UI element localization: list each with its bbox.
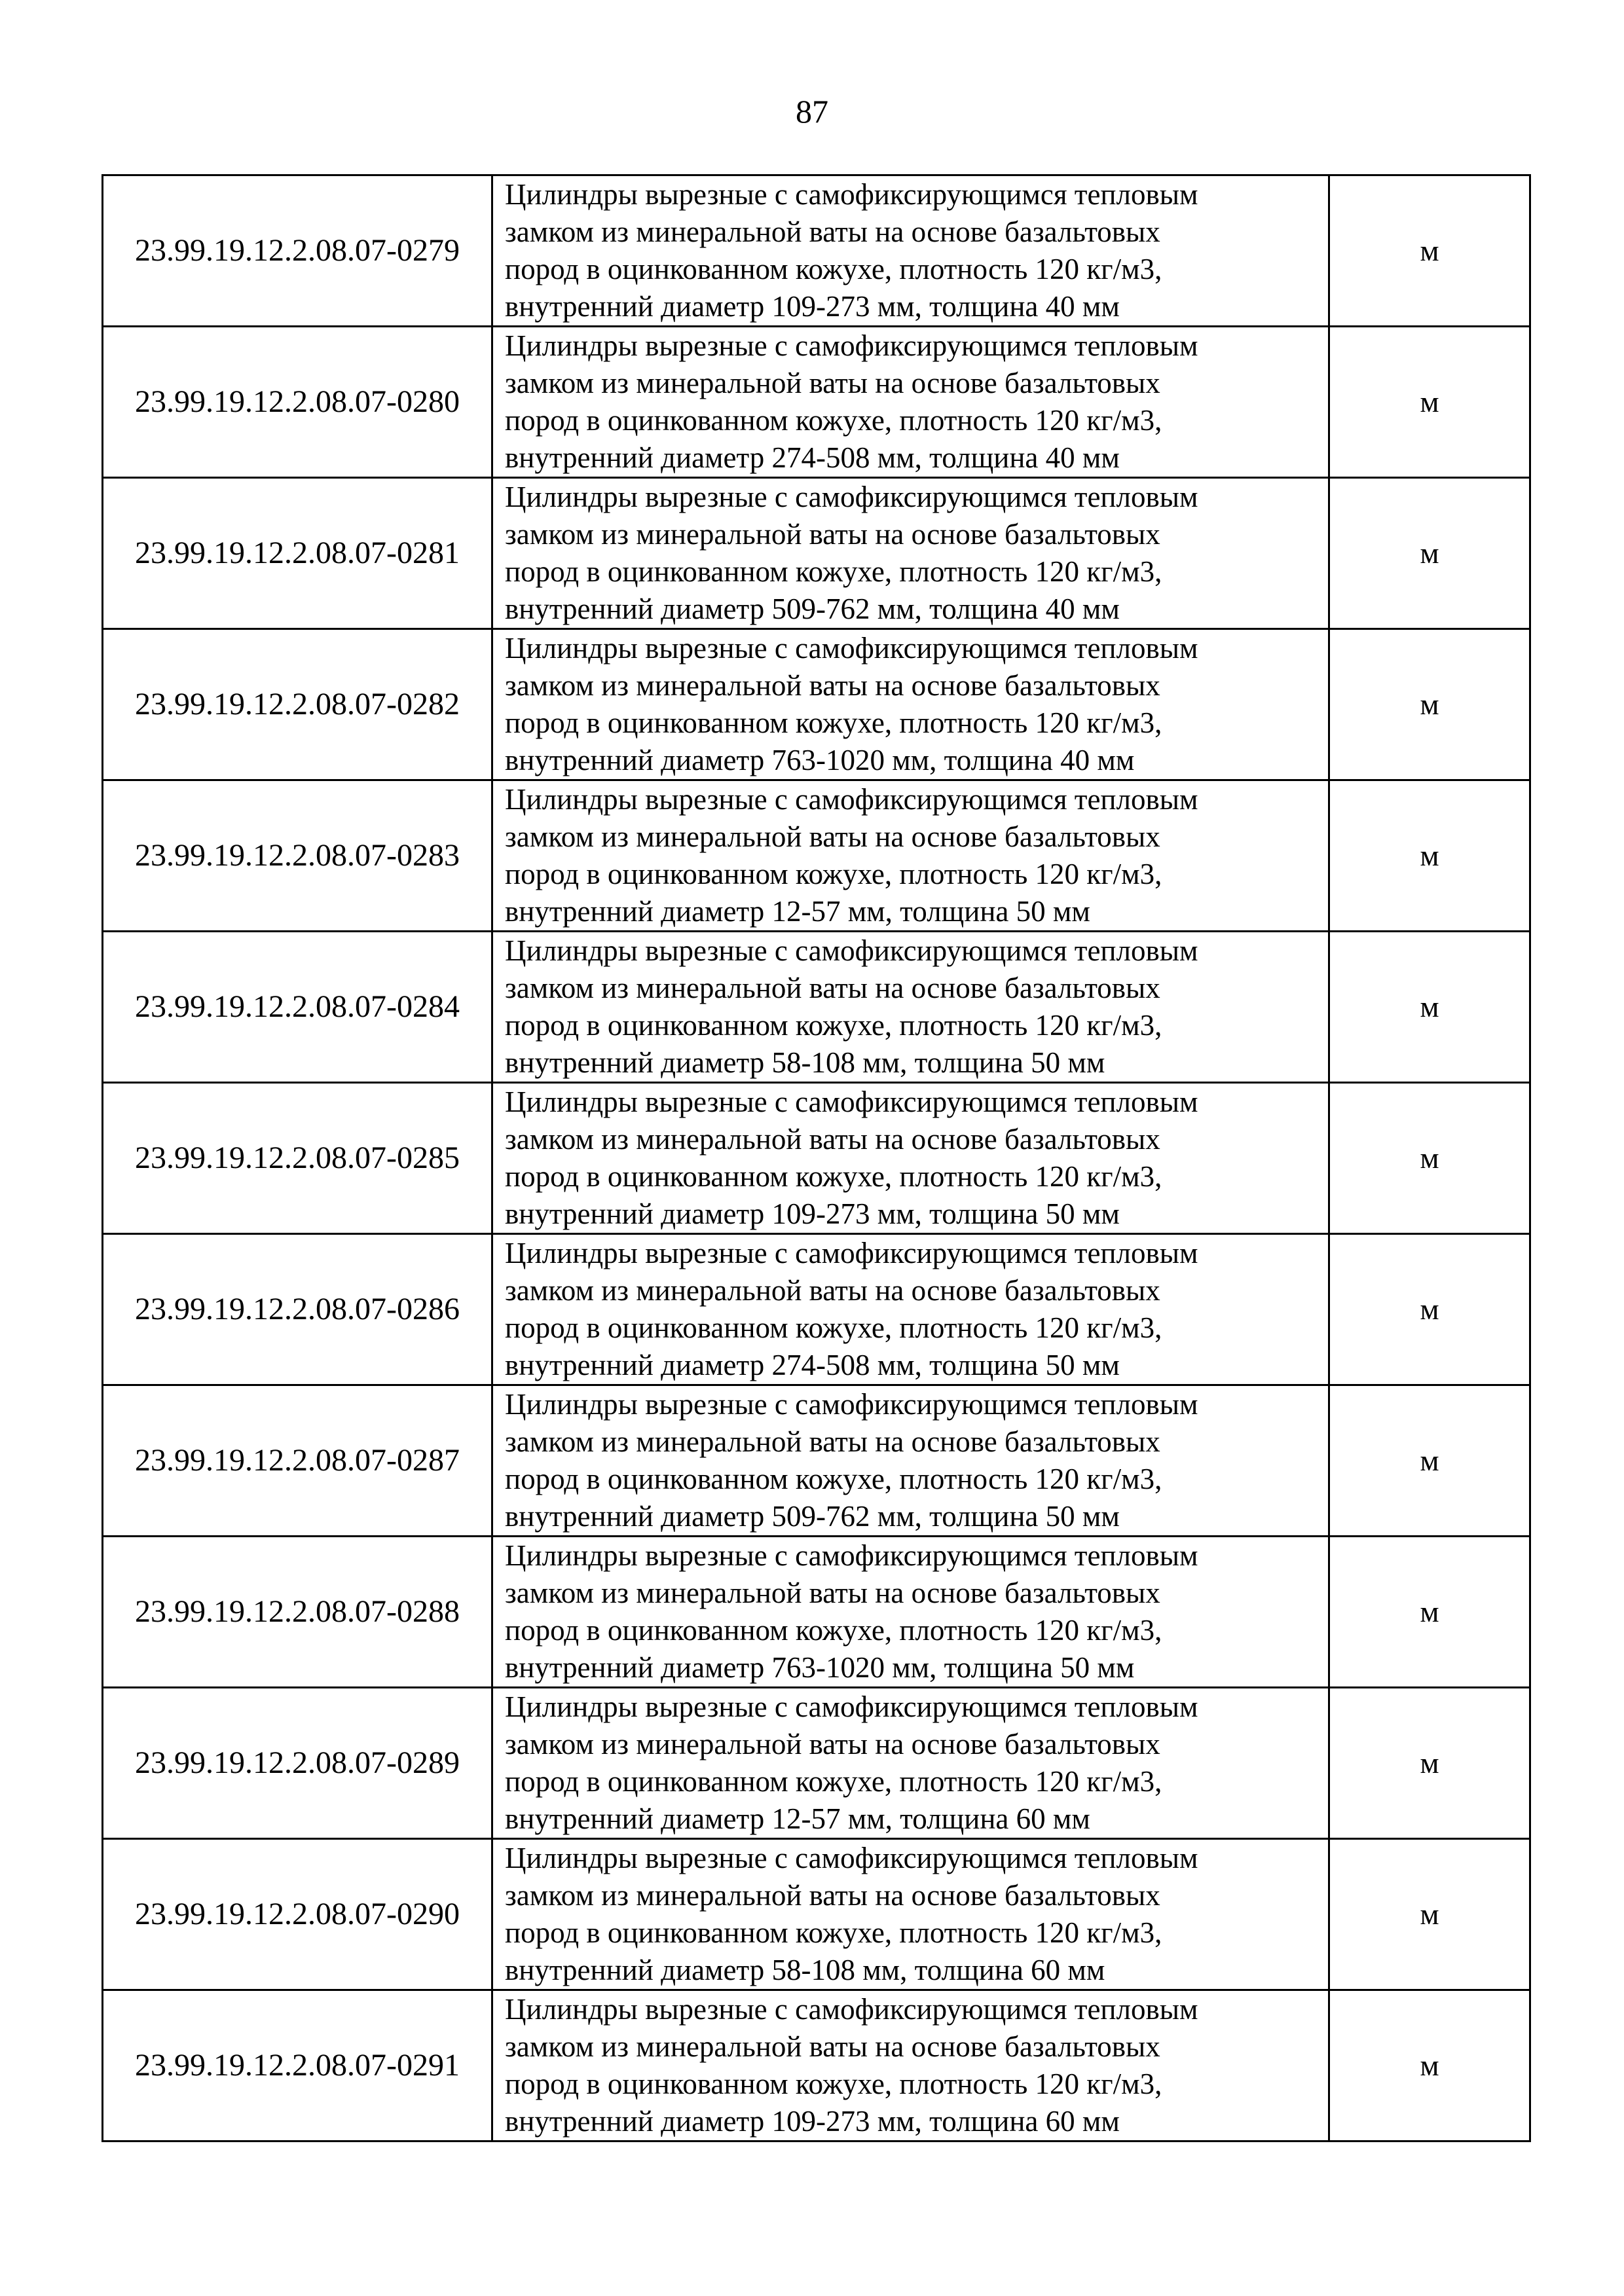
item-description xyxy=(492,1839,1329,1990)
description-line: замком из минеральной ваты на основе базальтовых xyxy=(505,1425,1160,1458)
item-code: 23.99.19.12.2.08.07-0288 xyxy=(103,1537,492,1688)
description-line: замком из минеральной ваты на основе базальтовых xyxy=(505,1728,1160,1760)
description-line: Цилиндры вырезные с самофиксирующимся тепловым xyxy=(505,1690,1198,1723)
table-row xyxy=(103,327,1530,478)
item-code: 23.99.19.12.2.08.07-0286 xyxy=(103,1234,492,1385)
item-unit: м xyxy=(1329,1385,1530,1537)
description-line: замком из минеральной ваты на основе базальтовых xyxy=(505,1123,1160,1156)
description-line: пород в оцинкованном кожухе, плотность 120 кг/м3, xyxy=(505,858,1162,890)
description-line: Цилиндры вырезные с самофиксирующимся тепловым xyxy=(505,934,1198,967)
table-row xyxy=(103,780,1530,932)
table-row xyxy=(103,1537,1530,1688)
item-unit: м xyxy=(1329,1537,1530,1688)
table-row xyxy=(103,629,1530,780)
description-line: внутренний диаметр 763-1020 мм, толщина 50 мм xyxy=(505,1651,1135,1684)
description-line: Цилиндры вырезные с самофиксирующимся тепловым xyxy=(505,329,1198,362)
description-line: внутренний диаметр 274-508 мм, толщина 40 мм xyxy=(505,441,1120,474)
description-line: внутренний диаметр 12-57 мм, толщина 60 мм xyxy=(505,1802,1090,1835)
item-unit: м xyxy=(1329,932,1530,1083)
description-line: замком из минеральной ваты на основе базальтовых xyxy=(505,1576,1160,1609)
item-description xyxy=(492,478,1329,629)
description-line: внутренний диаметр 12-57 мм, толщина 50 мм xyxy=(505,895,1090,928)
table-row xyxy=(103,1234,1530,1385)
description-line: Цилиндры вырезные с самофиксирующимся тепловым xyxy=(505,481,1198,513)
item-description xyxy=(492,932,1329,1083)
description-line: пород в оцинкованном кожухе, плотность 120 кг/м3, xyxy=(505,2068,1162,2100)
table-row xyxy=(103,1083,1530,1234)
description-line: замком из минеральной ваты на основе базальтовых xyxy=(505,215,1160,248)
description-line: пород в оцинкованном кожухе, плотность 120 кг/м3, xyxy=(505,706,1162,739)
item-description xyxy=(492,1537,1329,1688)
description-line: пород в оцинкованном кожухе, плотность 120 кг/м3, xyxy=(505,1916,1162,1949)
item-code: 23.99.19.12.2.08.07-0287 xyxy=(103,1385,492,1537)
table-row xyxy=(103,1839,1530,1990)
description-line: замком из минеральной ваты на основе базальтовых xyxy=(505,820,1160,853)
item-code: 23.99.19.12.2.08.07-0280 xyxy=(103,327,492,478)
description-line: Цилиндры вырезные с самофиксирующимся тепловым xyxy=(505,1539,1198,1572)
description-line: пород в оцинкованном кожухе, плотность 120 кг/м3, xyxy=(505,404,1162,437)
description-line: внутренний диаметр 58-108 мм, толщина 60 мм xyxy=(505,1954,1105,1986)
item-description xyxy=(492,1083,1329,1234)
item-unit: м xyxy=(1329,1990,1530,2141)
item-code: 23.99.19.12.2.08.07-0291 xyxy=(103,1990,492,2141)
item-code: 23.99.19.12.2.08.07-0289 xyxy=(103,1688,492,1839)
description-line: внутренний диаметр 109-273 мм, толщина 50 мм xyxy=(505,1197,1120,1230)
description-line: пород в оцинкованном кожухе, плотность 120 кг/м3, xyxy=(505,1009,1162,1042)
description-line: пород в оцинкованном кожухе, плотность 120 кг/м3, xyxy=(505,1765,1162,1798)
item-unit: м xyxy=(1329,478,1530,629)
description-line: внутренний диаметр 109-273 мм, толщина 60 мм xyxy=(505,2105,1120,2138)
table-row xyxy=(103,1385,1530,1537)
description-line: внутренний диаметр 109-273 мм, толщина 40 мм xyxy=(505,290,1120,323)
description-line: пород в оцинкованном кожухе, плотность 120 кг/м3, xyxy=(505,555,1162,588)
description-line: замком из минеральной ваты на основе базальтовых xyxy=(505,367,1160,399)
description-line: замком из минеральной ваты на основе базальтовых xyxy=(505,2030,1160,2063)
table-row xyxy=(103,932,1530,1083)
description-line: Цилиндры вырезные с самофиксирующимся тепловым xyxy=(505,1842,1198,1874)
description-line: замком из минеральной ваты на основе базальтовых xyxy=(505,1274,1160,1307)
description-line: внутренний диаметр 509-762 мм, толщина 50 мм xyxy=(505,1500,1120,1533)
item-description xyxy=(492,1385,1329,1537)
table-row xyxy=(103,478,1530,629)
description-line: Цилиндры вырезные с самофиксирующимся тепловым xyxy=(505,783,1198,816)
description-line: Цилиндры вырезные с самофиксирующимся тепловым xyxy=(505,1237,1198,1269)
table-body xyxy=(103,175,1530,2141)
description-line: внутренний диаметр 763-1020 мм, толщина 40 мм xyxy=(505,744,1135,776)
table-row xyxy=(103,1688,1530,1839)
item-unit: м xyxy=(1329,780,1530,932)
description-line: замком из минеральной ваты на основе базальтовых xyxy=(505,669,1160,702)
description-line: внутренний диаметр 58-108 мм, толщина 50 мм xyxy=(505,1046,1105,1079)
item-code: 23.99.19.12.2.08.07-0283 xyxy=(103,780,492,932)
item-unit: м xyxy=(1329,1083,1530,1234)
description-line: внутренний диаметр 274-508 мм, толщина 50 мм xyxy=(505,1349,1120,1381)
item-description xyxy=(492,780,1329,932)
item-unit: м xyxy=(1329,629,1530,780)
item-code: 23.99.19.12.2.08.07-0285 xyxy=(103,1083,492,1234)
item-code: 23.99.19.12.2.08.07-0279 xyxy=(103,175,492,327)
item-unit: м xyxy=(1329,1234,1530,1385)
item-description xyxy=(492,1234,1329,1385)
description-line: Цилиндры вырезные с самофиксирующимся тепловым xyxy=(505,632,1198,665)
item-unit: м xyxy=(1329,1688,1530,1839)
description-line: пород в оцинкованном кожухе, плотность 120 кг/м3, xyxy=(505,253,1162,285)
page-number: 87 xyxy=(796,93,828,130)
item-unit: м xyxy=(1329,1839,1530,1990)
item-description xyxy=(492,327,1329,478)
description-line: пород в оцинкованном кожухе, плотность 120 кг/м3, xyxy=(505,1463,1162,1495)
description-line: Цилиндры вырезные с самофиксирующимся тепловым xyxy=(505,178,1198,211)
description-line: пород в оцинкованном кожухе, плотность 120 кг/м3, xyxy=(505,1311,1162,1344)
description-line: внутренний диаметр 509-762 мм, толщина 40 мм xyxy=(505,592,1120,625)
description-line: пород в оцинкованном кожухе, плотность 120 кг/м3, xyxy=(505,1614,1162,1647)
materials-table xyxy=(101,174,1531,2142)
item-code: 23.99.19.12.2.08.07-0290 xyxy=(103,1839,492,1990)
description-line: замком из минеральной ваты на основе базальтовых xyxy=(505,518,1160,551)
description-line: Цилиндры вырезные с самофиксирующимся тепловым xyxy=(505,1993,1198,2026)
item-unit: м xyxy=(1329,175,1530,327)
description-line: пород в оцинкованном кожухе, плотность 120 кг/м3, xyxy=(505,1160,1162,1193)
description-line: замком из минеральной ваты на основе базальтовых xyxy=(505,972,1160,1004)
description-line: Цилиндры вырезные с самофиксирующимся тепловым xyxy=(505,1388,1198,1421)
item-description xyxy=(492,1990,1329,2141)
item-code: 23.99.19.12.2.08.07-0284 xyxy=(103,932,492,1083)
item-unit: м xyxy=(1329,327,1530,478)
item-description xyxy=(492,175,1329,327)
item-description xyxy=(492,629,1329,780)
description-line: замком из минеральной ваты на основе базальтовых xyxy=(505,1879,1160,1912)
table-row xyxy=(103,175,1530,327)
item-code: 23.99.19.12.2.08.07-0281 xyxy=(103,478,492,629)
item-code: 23.99.19.12.2.08.07-0282 xyxy=(103,629,492,780)
item-description xyxy=(492,1688,1329,1839)
table-row xyxy=(103,1990,1530,2141)
description-line: Цилиндры вырезные с самофиксирующимся тепловым xyxy=(505,1085,1198,1118)
